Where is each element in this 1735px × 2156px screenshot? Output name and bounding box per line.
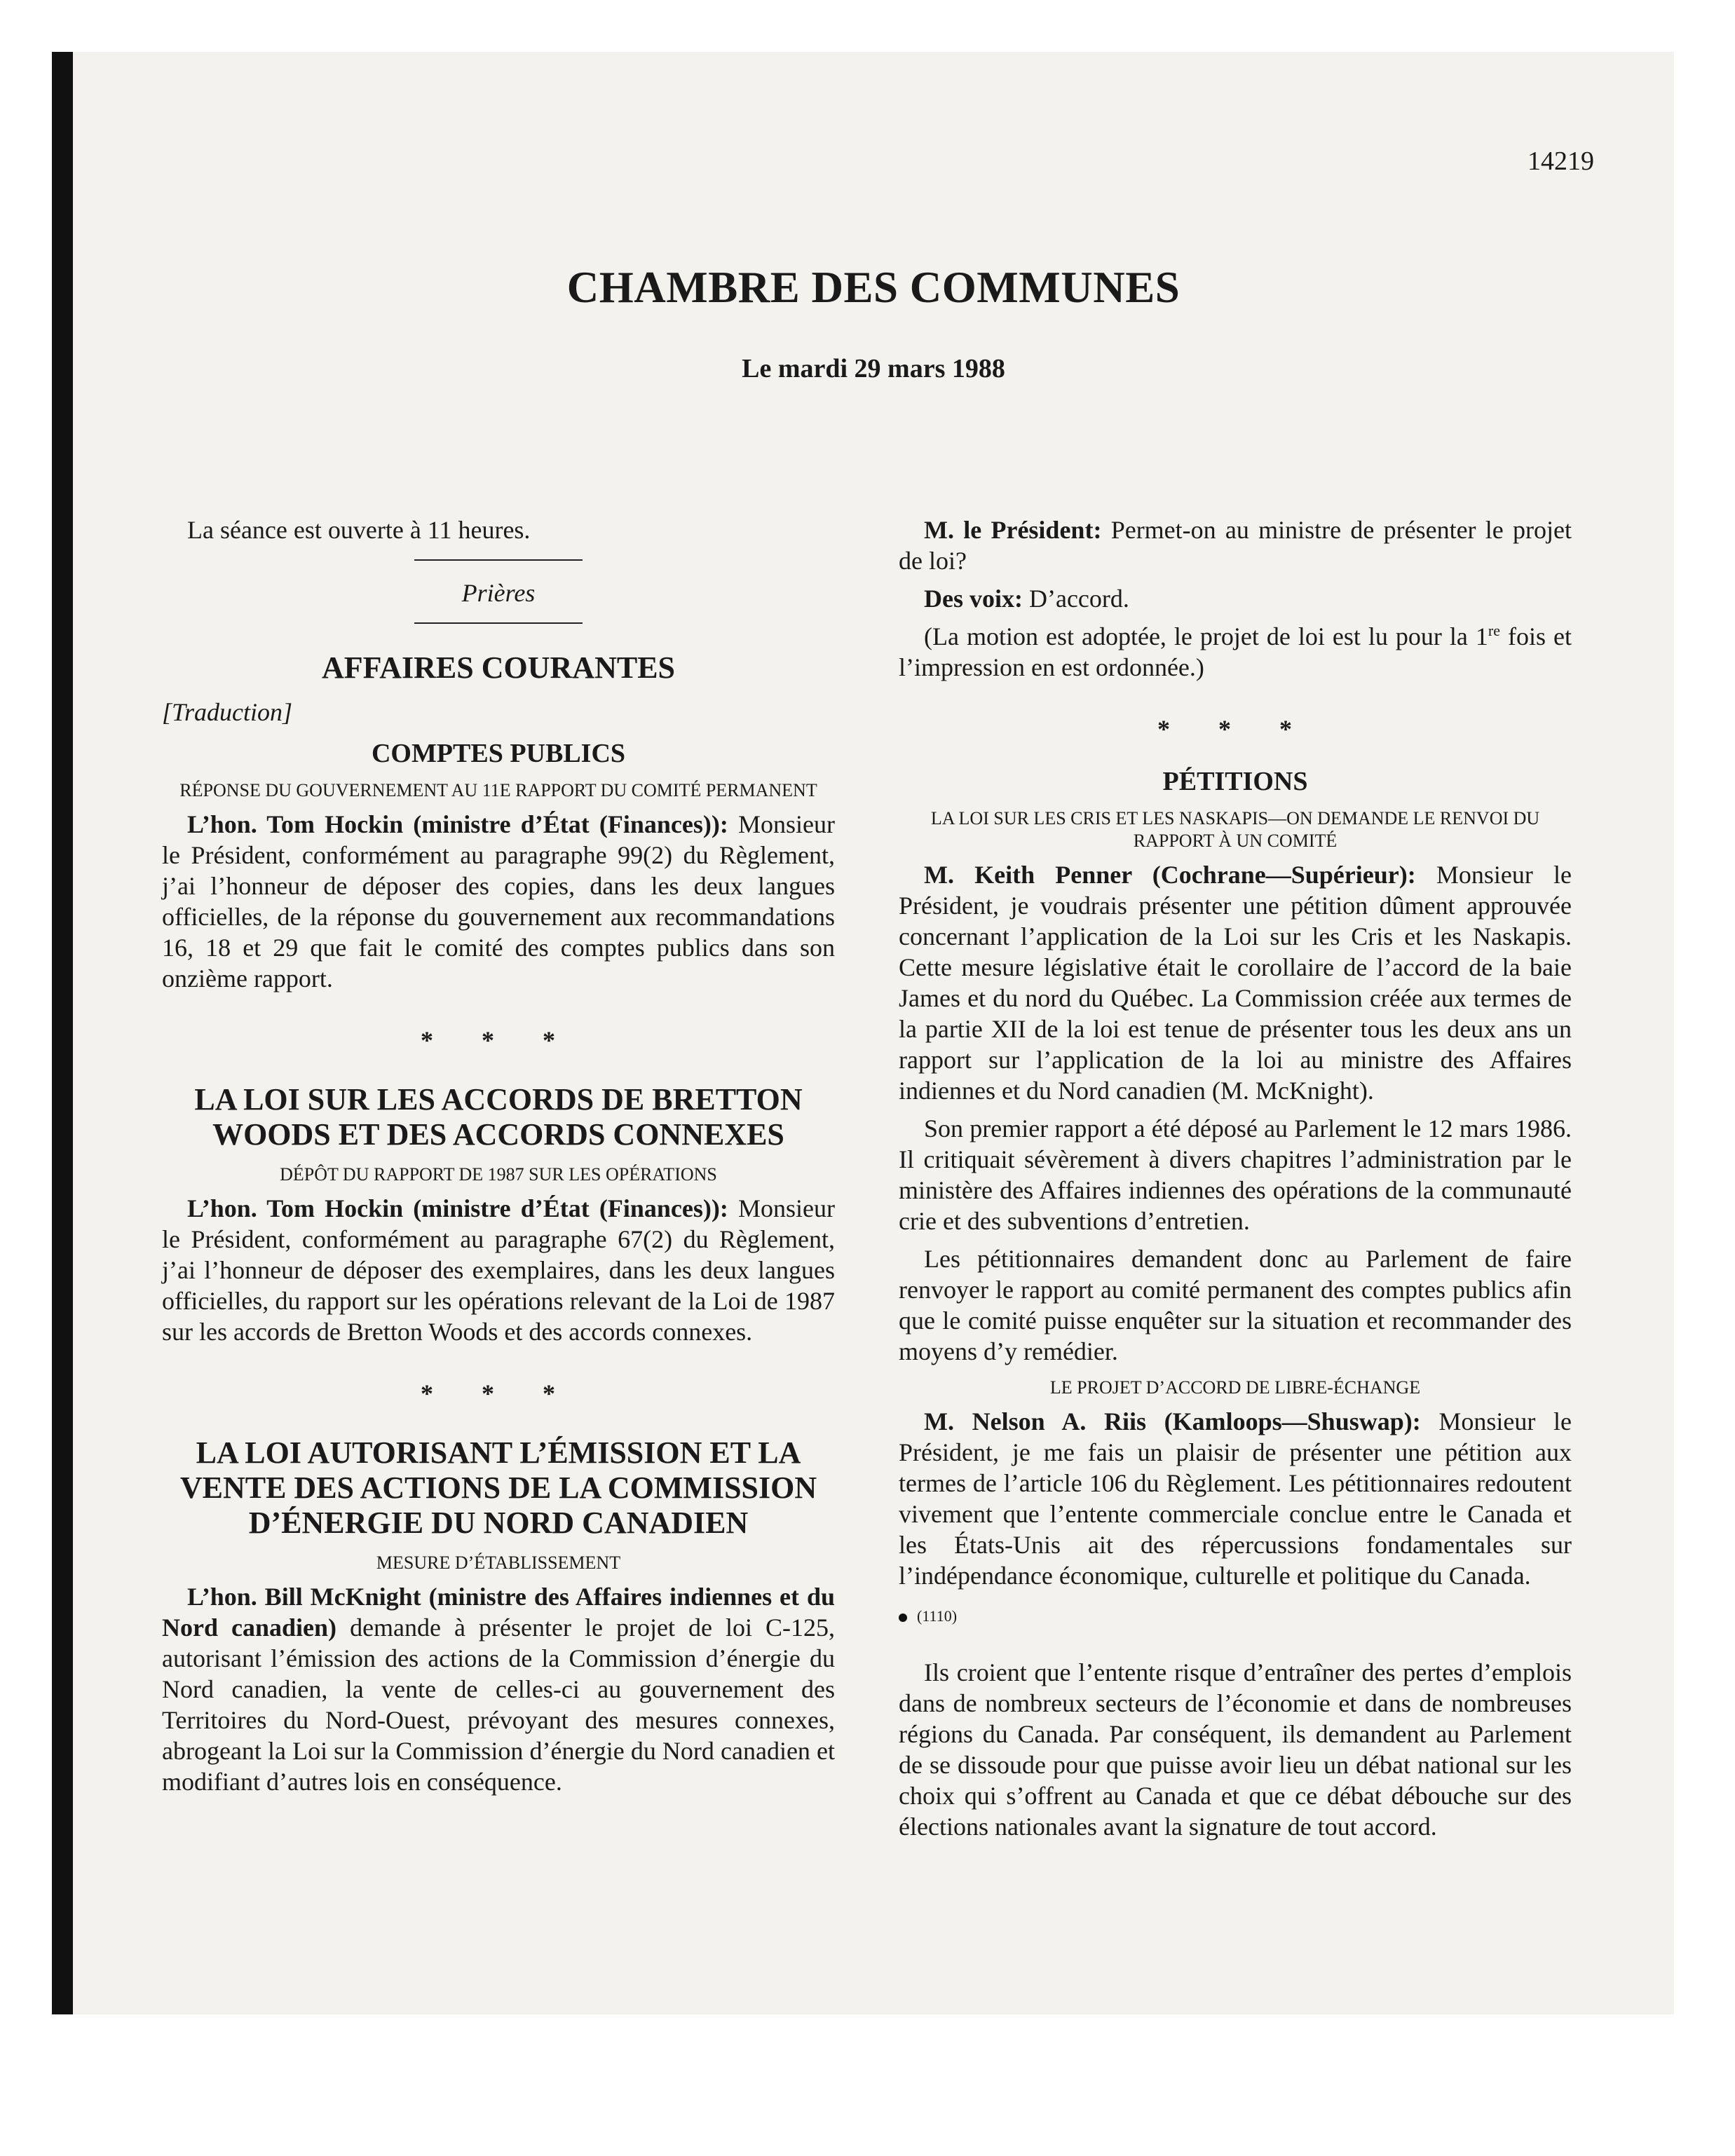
sitting-date: Le mardi 29 mars 1988 (742, 354, 1005, 383)
speaker-name: M. Keith Penner (Cochrane—Supérieur): (924, 861, 1416, 889)
detail-heading: LA LOI SUR LES CRIS ET LES NASKAPIS—ON DEMANDE LE RENVOI DU RAPPORT À UN COMITÉ (930, 808, 1540, 851)
speaker-name: Des voix: (924, 585, 1023, 613)
opening-line: La séance est ouverte à 11 heures. (187, 516, 531, 544)
section-heading-bretton-woods: LA LOI SUR LES ACCORDS DE BRETTON WOODS ET DES ACCORDS CONNEXES (194, 1082, 803, 1152)
time-marker: (1110) (899, 1601, 1572, 1632)
paragraph (899, 859, 1572, 1106)
speaker-name: L’hon. Bill McKnight (ministre des Affaires indiennes et du Nord canadien) (162, 1583, 835, 1642)
bullet-dot-icon (899, 1613, 907, 1622)
speech-text: D’accord. (1022, 585, 1129, 613)
section-separator: * * * (421, 1379, 576, 1407)
page-title: CHAMBRE DES COMMUNES (566, 263, 1181, 312)
divider-rule (414, 559, 583, 561)
detail-heading: MESURE D’ÉTABLISSEMENT (376, 1553, 621, 1573)
paragraph (899, 514, 1572, 576)
paragraph (162, 1193, 835, 1347)
speaker-name: L’hon. Tom Hockin (ministre d’État (Finances)): (187, 810, 728, 838)
section-heading-affaires-courantes: AFFAIRES COURANTES (321, 650, 676, 685)
section-separator: * * * (421, 1026, 576, 1054)
section-heading-energie-nord: LA LOI AUTORISANT L’ÉMISSION ET LA VENTE DES ACTIONS DE LA COMMISSION D’ÉNERGIE DU NORD CANADIEN (179, 1435, 817, 1540)
detail-heading: LE PROJET D’ACCORD DE LIBRE-ÉCHANGE (1049, 1377, 1421, 1398)
document-page (73, 52, 1674, 2014)
translation-note: [Traduction] (162, 698, 293, 726)
speaker-name: L’hon. Tom Hockin (ministre d’État (Finances)): (187, 1194, 728, 1222)
speech-text: Monsieur le Président, conformément au paragraphe 99(2) du Règlement, j’ai l’honneur de déposer des copies, dans les deux langues officielles, de la réponse du gouvernement aux recommandations 16, 18 et 29 que fait le comité des comptes publics dans son onzième rapport. (162, 810, 835, 992)
paragraph: Les pétitionnaires demandent donc au Parlement de faire renvoyer le rapport au comité permanent des comptes publics afin que le comité puisse enquêter sur la situation et recommander des moyens d’y remédier. (899, 1245, 1572, 1365)
speech-text: demande à présenter le projet de loi C-125, autorisant l’émission des actions de la Commission d’énergie du Nord canadien, la vente de celles-ci au gouvernement des Territoires du Nord-Ouest, prévoyant des mesures connexes, abrogeant la Loi sur la Commission d’énergie du Nord canadien et modifiant d’autres lois en conséquence. (162, 1613, 836, 1796)
section-separator: * * * (1157, 715, 1313, 743)
motion-note: (La motion est adoptée, le projet de loi est lu pour la 1re fois et l’impression en est ordonnée.) (899, 622, 1572, 681)
speech-text: Monsieur le Président, conformément au paragraphe 67(2) du Règlement, j’ai l’honneur de déposer des exemplaires, dans les deux langues officielles, du rapport sur les opérations relevant de la Loi de 1987 sur les accords de Bretton Woods et des accords connexes. (162, 1194, 835, 1346)
paragraph: Son premier rapport a été déposé au Parlement le 12 mars 1986. Il critiquait sévèrement à divers chapitres l’administration par le ministère des Affaires indiennes des opérations de la communauté crie et des subventions d’entretien. (899, 1114, 1572, 1235)
page-number: 14219 (1528, 146, 1594, 176)
paragraph (162, 809, 835, 994)
speaker-name: M. le Président: (924, 516, 1102, 544)
speech-text: Permet-on au ministre de présenter le projet de loi? (899, 516, 1572, 575)
speech-text: Monsieur le Président, je me fais un plaisir de présenter une pétition aux termes de l’article 106 du Règlement. Les pétitionnaires redoutent vivement que l’entente commerciale conclue entre le Canada et les États-Unis ait des répercussions fondamentales sur l’indépendance économique, culturelle et politique du Canada. (899, 1407, 1572, 1590)
paragraph (899, 1406, 1572, 1591)
scan-edge-bar (52, 52, 73, 2014)
paragraph (899, 583, 1572, 614)
subheading-comptes-publics: COMPTES PUBLICS (371, 739, 626, 768)
detail-heading: RÉPONSE DU GOUVERNEMENT AU 11E RAPPORT DU COMITÉ PERMANENT (179, 780, 817, 800)
divider-rule (414, 622, 583, 624)
left-column (162, 514, 835, 1804)
right-column (899, 514, 1572, 1849)
speaker-name: M. Nelson A. Riis (Kamloops—Shuswap): (924, 1407, 1421, 1435)
speech-text: Monsieur le Président, je voudrais présenter une pétition dûment approuvée concernant l’application de la Loi sur les Cris et les Naskapis. Cette mesure législative était le corollaire de l’accord de la baie James et du nord du Québec. La Commission créée aux termes de la partie XII de la loi est tenue de présenter tous les deux ans un rapport sur l’application de la loi au ministre des Affaires indiennes et du Nord canadien (M. McKnight). (899, 861, 1572, 1105)
section-heading-petitions: PÉTITIONS (1162, 767, 1308, 796)
paragraph (162, 1581, 835, 1797)
prayers-heading: Prières (461, 579, 536, 607)
detail-heading: DÉPÔT DU RAPPORT DE 1987 SUR LES OPÉRATIONS (280, 1164, 717, 1185)
paragraph: Ils croient que l’entente risque d’entraîner des pertes d’emplois dans de nombreux secteurs de l’économie et dans de nombreuses régions du Canada. Par conséquent, ils demandent au Parlement de se dissoude pour que puisse avoir lieu un débat national sur les choix qui s’offrent au Canada et que ce débat débouche sur des élections nationales avant la signature de tout accord. (899, 1658, 1572, 1841)
